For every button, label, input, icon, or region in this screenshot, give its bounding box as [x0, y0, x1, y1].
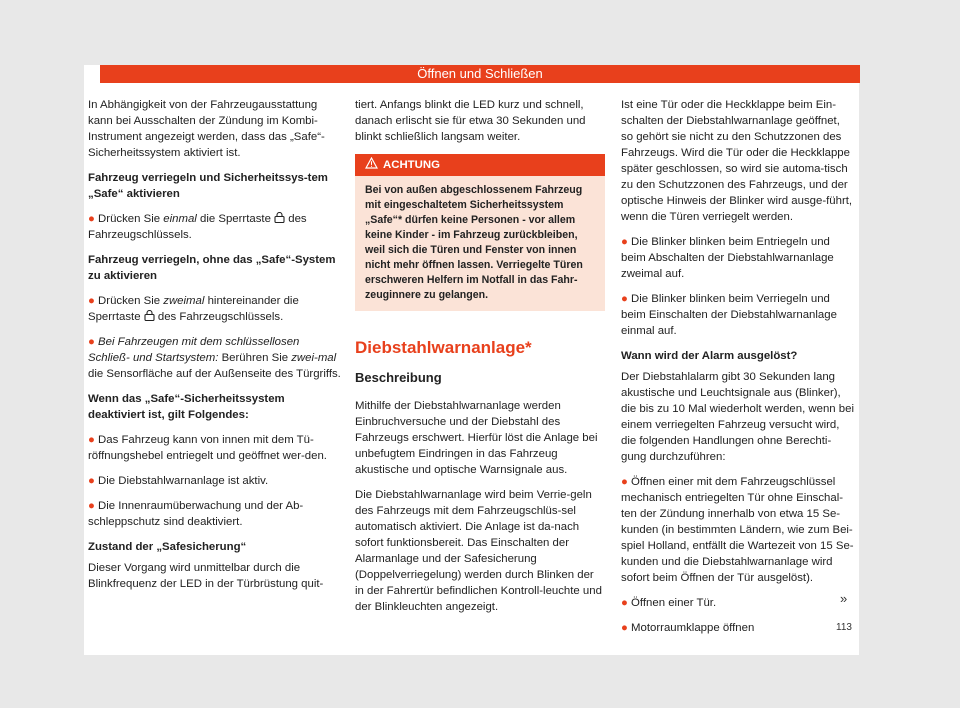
heading-safe-state: Zustand der „Safesicherung“	[88, 541, 247, 553]
warning-triangle-icon	[365, 157, 378, 169]
bullet-icon: ●	[88, 336, 99, 348]
bullet-icon: ●	[88, 295, 99, 307]
heading-alarm-trigger: Wann wird der Alarm ausgelöst?	[621, 350, 798, 362]
warning-text: Bei von außen abgeschlossenem Fahrzeug mit eingeschaltetem Sicherheitssystem „Safe“* dürfen keine Personen - vor allem keine Kinder - im Fahrzeug zurückbleiben, weil sich die Türen und Fenster von innen nicht mehr öffnen lassen. Verriegelte Türen erschweren Helfern im Notfall in das Fahr-zeuginnere zu gelangen.	[365, 184, 583, 301]
list-item: ● Das Fahrzeug kann von innen mit dem Tü-röffnungshebel entriegelt und geöffnet wer-den.	[88, 434, 327, 462]
list-item: ● Die Blinker blinken beim Entriegeln und beim Abschalten der Diebstahlwarnanlage zweimal auf.	[621, 236, 834, 280]
warning-box	[355, 154, 605, 311]
bullet-icon: ●	[621, 236, 632, 248]
bullet-icon: ●	[621, 293, 632, 305]
heading-lock-no-safe: Fahrzeug verriegeln, ohne das „Safe“-System zu aktivieren	[88, 254, 336, 282]
bullet-icon: ●	[621, 476, 632, 488]
list-item: ● Die Innenraumüberwachung und der Ab-schleppschutz sind deaktiviert.	[88, 500, 304, 528]
column-right	[621, 97, 855, 645]
heading-safe-deactivated: Wenn das „Safe“-Sicherheitssystem deaktiviert ist, gilt Folgendes:	[88, 393, 285, 421]
paragraph: Der Diebstahlalarm gibt 30 Sekunden lang akustische und Leuchtsignale aus (Blinker), die bis zu 10 Mal wiederholt werden, wenn bei einem verriegelten Fahrzeug versucht wird, die folgenden Handlungen ohne Berechti-gung durchzuführen:	[621, 371, 855, 463]
continue-arrow-icon: »	[840, 591, 848, 606]
list-item: ● Die Blinker blinken beim Verriegeln und beim Einschalten der Diebstahlwarnanlage einmal auf.	[621, 293, 837, 337]
lock-key-icon	[274, 212, 285, 223]
list-item: ● Öffnen einer Tür.	[621, 597, 717, 609]
paragraph: Mithilfe der Diebstahlwarnanlage werden Einbruchversuche und der Diebstahl des Fahrzeugs erschwert. Hierfür löst die Anlage bei unbefugtem Eindringen in das Fahrzeug akustische und optische Warnsignale aus.	[355, 400, 598, 476]
heading-lock-safe: Fahrzeug verriegeln und Sicherheitssys-tem „Safe“ aktivieren	[88, 172, 328, 200]
bullet-icon: ●	[621, 597, 632, 609]
list-item: ● Drücken Sie einmal die Sperrtaste des Fahrzeugschlüssels.	[88, 213, 307, 241]
list-item: ● Bei Fahrzeugen mit dem schlüssellosen Schließ- und Startsystem: Berühren Sie zwei-mal die Sensorfläche auf der Außenseite des Türgriffs.	[88, 336, 341, 380]
intro-paragraph: In Abhängigkeit von der Fahrzeugausstattung kann bei Ausschalten der Zündung im Kombi-Instrument angezeigt werden, dass das „Safe“-Sicherheitssystem aktiviert ist.	[88, 99, 325, 159]
warning-header: ACHTUNG	[355, 154, 605, 176]
section-title: Diebstahlwarnanlage*	[355, 338, 532, 357]
bullet-icon: ●	[88, 213, 99, 225]
paragraph: Dieser Vorgang wird unmittelbar durch die Blinkfrequenz der LED in der Türbrüstung quit-	[88, 562, 324, 590]
paragraph: Ist eine Tür oder die Heckklappe beim Ein-schalten der Diebstahlwarnanlage geöffnet, so gehört sie nicht zu den Schutzzonen des Fahrzeugs. Wird die Tür oder die Heckklappe später geschlossen, so wird sie automa-tisch zu den Schutzzonen des Fahrzeugs, und der optische Hinweis der Blinker wird ausge-führt, wenn die Türen verriegelt werden.	[621, 99, 853, 223]
list-item: ● Motorraumklappe öffnen	[621, 622, 755, 634]
subsection-title: Beschreibung	[355, 370, 442, 385]
bullet-icon: ●	[88, 500, 99, 512]
list-item: ● Öffnen einer mit dem Fahrzeugschlüssel mechanisch entriegelten Tür ohne Einschal-ten der Zündung innerhalb von etwa 15 Se-kunden (in bestimmten Ländern, wie zum Bei-spiel Holland, entfällt die Wartezeit von 15 Se-kunden und die Diebstahlwarnanlage wird sofort beim Öffnen der Tür ausgelöst).	[621, 476, 854, 584]
paragraph: Die Diebstahlwarnanlage wird beim Verrie-geln des Fahrzeugs mit dem Fahrzeugschlüs-sel automatisch aktiviert. Die Anlage ist da-nach sofort funktionsbereit. Das Einschalten der Alarmanlage und der Safesicherung (Doppelverriegelung) werden durch Blinken der in der Fahrertür befindlichen Kontroll-leuchte und der Blinkleuchten angezeigt.	[355, 489, 602, 613]
list-item: ● Die Diebstahlwarnanlage ist aktiv.	[88, 475, 269, 487]
page-header: Öffnen und Schließen	[100, 65, 860, 83]
column-left	[88, 97, 341, 601]
page-number: 113	[836, 622, 852, 633]
list-item: ● Drücken Sie zweimal hintereinander die Sperrtaste des Fahrzeugschlüssels.	[88, 295, 299, 323]
column-middle	[355, 97, 605, 624]
bullet-icon: ●	[88, 434, 99, 446]
bullet-icon: ●	[88, 475, 99, 487]
bullet-icon: ●	[621, 622, 632, 634]
paragraph: tiert. Anfangs blinkt die LED kurz und schnell, danach erlischt sie für etwa 30 Sekunden und blinkt schließlich langsam weiter.	[355, 99, 586, 143]
lock-key-icon	[144, 310, 155, 321]
